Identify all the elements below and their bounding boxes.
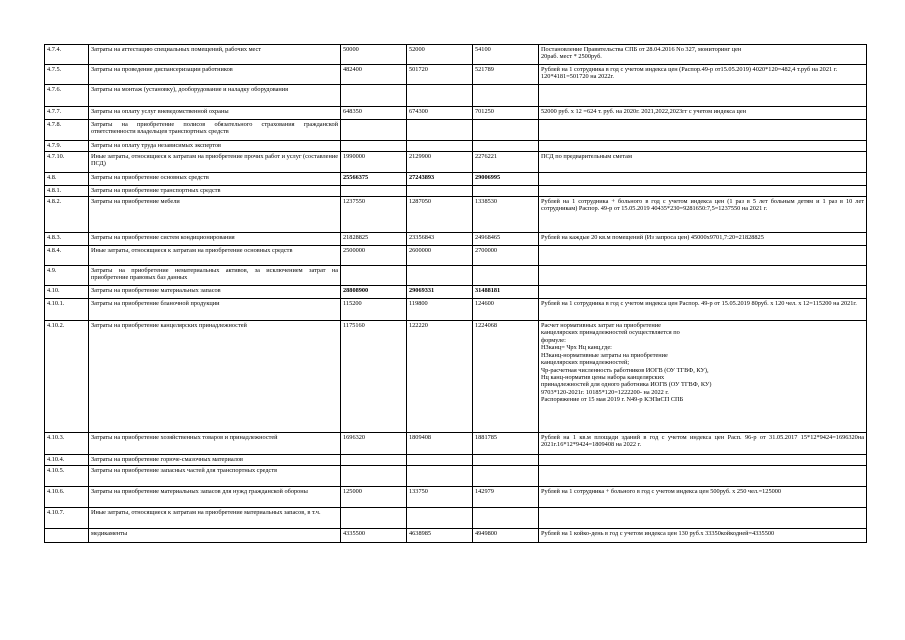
table-row	[45, 197, 867, 233]
row-value-2023: 1338530	[473, 197, 539, 233]
row-name: Затраты на приобретение запасных частей для транспортных средств	[89, 466, 341, 487]
row-value-2021	[341, 120, 407, 141]
row-value-2021: 1696320	[341, 433, 407, 455]
table-row	[45, 233, 867, 246]
row-value-2021: 1990000	[341, 152, 407, 173]
row-value-2021: 648350	[341, 107, 407, 120]
row-note	[539, 173, 867, 186]
row-value-2023	[473, 508, 539, 529]
row-note	[539, 455, 867, 466]
table-row	[45, 120, 867, 141]
row-value-2021: 115200	[341, 299, 407, 321]
row-note	[539, 286, 867, 299]
row-code: 4.7.6.	[45, 85, 89, 107]
row-note: Рублей на 1 сотрудника в год с учетом индекса цен Распор. 49-р от 15.05.2019 80руб. х 120 чел. х 12=115200 на 2021г.	[539, 299, 867, 321]
row-name: Затраты на приобретение систем кондиционирования	[89, 233, 341, 246]
row-name: Иные затраты, относящиеся к затратам на приобретение основных средств	[89, 246, 341, 266]
row-value-2022: 133750	[407, 487, 473, 508]
row-name: Затраты на монтаж (установку), дооборудование и наладку оборудования	[89, 85, 341, 107]
table-row	[45, 508, 867, 529]
cost-table	[44, 44, 867, 543]
row-value-2021: 125000	[341, 487, 407, 508]
row-code: 4.7.5.	[45, 65, 89, 85]
table-row	[45, 65, 867, 85]
table-row	[45, 85, 867, 107]
table-row	[45, 466, 867, 487]
table-row	[45, 152, 867, 173]
row-value-2021: 4335500	[341, 529, 407, 543]
row-value-2021	[341, 266, 407, 286]
row-value-2023: 1224068	[473, 321, 539, 433]
row-note: Рублей на каждые 20 кв.м помещений (Из запроса цен) 45000х9701,7:20=21828825	[539, 233, 867, 246]
row-value-2022: 23356843	[407, 233, 473, 246]
row-value-2021	[341, 141, 407, 152]
row-name: Затраты на приобретение материальных запасов для нужд гражданской обороны	[89, 487, 341, 508]
row-value-2022: 2600000	[407, 246, 473, 266]
row-value-2023	[473, 120, 539, 141]
row-value-2023	[473, 455, 539, 466]
row-name: Затраты на приобретение горюче-смазочных материалов	[89, 455, 341, 466]
row-code: 4.10.4.	[45, 455, 89, 466]
row-value-2023	[473, 266, 539, 286]
row-name: Затраты на приобретение полисов обязательного страхования гражданской ответственности владельцев транспортных средств	[89, 120, 341, 141]
table-row	[45, 107, 867, 120]
row-code: 4.8.2.	[45, 197, 89, 233]
row-note: Рублей на 1 кв.м площади зданий в год с учетом индекса цен Расп. 96-р от 31.05.2017 15*12*9424=1696320на 2021г.16*12*9424=1809408 на 2022 г.	[539, 433, 867, 455]
row-value-2022	[407, 186, 473, 197]
row-note: Рублей на 1 сотрудника + больного в год с учетом индекса цен 500руб. х 250 чел.=125000	[539, 487, 867, 508]
row-note: Рублей на 1 сотрудника + больного в год с учетом индекса цен (1 раз в 5 лет больным детям и 1 раз в 10 лет сотрудникам) Распор. 49-р от 15.05.2019 40435*230=9281650:7,5=1237550 на 2021 г.	[539, 197, 867, 233]
row-code: 4.10.6.	[45, 487, 89, 508]
table-row	[45, 186, 867, 197]
table-row	[45, 141, 867, 152]
row-value-2022: 29069331	[407, 286, 473, 299]
row-name: Иные затраты, относящиеся к затратам на приобретение материальных запасов, в т.ч.	[89, 508, 341, 529]
table-row	[45, 529, 867, 543]
row-note	[539, 508, 867, 529]
row-code: 4.8.3.	[45, 233, 89, 246]
row-value-2023: 29006995	[473, 173, 539, 186]
row-note	[539, 120, 867, 141]
row-code: 4.8.	[45, 173, 89, 186]
row-value-2022: 27243893	[407, 173, 473, 186]
row-value-2023: 2700000	[473, 246, 539, 266]
table-row	[45, 455, 867, 466]
row-value-2023: 124600	[473, 299, 539, 321]
row-value-2023: 54100	[473, 45, 539, 65]
table-row	[45, 321, 867, 433]
row-name: Затраты на приобретение мебели	[89, 197, 341, 233]
row-value-2022: 674300	[407, 107, 473, 120]
table-row	[45, 266, 867, 286]
table-row	[45, 286, 867, 299]
row-value-2021: 28808900	[341, 286, 407, 299]
row-name: медикаменты	[89, 529, 341, 543]
row-code: 4.10.	[45, 286, 89, 299]
row-note	[539, 266, 867, 286]
table-row	[45, 299, 867, 321]
row-value-2022: 1809408	[407, 433, 473, 455]
row-value-2021	[341, 85, 407, 107]
row-value-2022: 52000	[407, 45, 473, 65]
row-note	[539, 466, 867, 487]
row-code: 4.10.5.	[45, 466, 89, 487]
row-code: 4.9.	[45, 266, 89, 286]
row-name: Затраты на приобретение транспортных средств	[89, 186, 341, 197]
row-value-2021: 50000	[341, 45, 407, 65]
row-value-2021: 1175160	[341, 321, 407, 433]
row-value-2023	[473, 466, 539, 487]
row-code	[45, 529, 89, 543]
row-value-2021	[341, 186, 407, 197]
row-name: Затраты на оплату услуг вневедомственной охраны	[89, 107, 341, 120]
row-name: Затраты на оплату труда независимых экспертов	[89, 141, 341, 152]
row-value-2022: 122220	[407, 321, 473, 433]
row-name: Иные затраты, относящиеся к затратам на приобретение прочих работ и услуг (составление ПСД)	[89, 152, 341, 173]
row-value-2023	[473, 85, 539, 107]
row-note	[539, 85, 867, 107]
cost-table-body	[45, 45, 867, 543]
row-code: 4.8.4.	[45, 246, 89, 266]
row-note	[539, 186, 867, 197]
row-name: Затраты на приобретение хозяйственных товаров и принадлежностей	[89, 433, 341, 455]
row-value-2023	[473, 141, 539, 152]
row-value-2022: 1287050	[407, 197, 473, 233]
row-note: Рублей на 1 сотрудника в год с учетом индекса цен (Распор.49-р от15.05.2019) 4020*120=482,4 т.руб на 2021 г. 120*4181=501720 на 2022г.	[539, 65, 867, 85]
row-code: 4.7.4.	[45, 45, 89, 65]
row-code: 4.7.8.	[45, 120, 89, 141]
row-value-2022: 119800	[407, 299, 473, 321]
table-row	[45, 173, 867, 186]
row-value-2023: 31488181	[473, 286, 539, 299]
row-code: 4.8.1.	[45, 186, 89, 197]
row-value-2021: 2500000	[341, 246, 407, 266]
row-name: Затраты на проведение диспансеризации работников	[89, 65, 341, 85]
row-value-2021	[341, 455, 407, 466]
row-value-2023: 24968465	[473, 233, 539, 246]
row-value-2022	[407, 508, 473, 529]
row-name: Затраты на приобретение нематериальных активов, за исключением затрат на приобретение правовых баз данных	[89, 266, 341, 286]
row-value-2023: 142979	[473, 487, 539, 508]
row-value-2022: 501720	[407, 65, 473, 85]
row-value-2022: 4638985	[407, 529, 473, 543]
table-row	[45, 487, 867, 508]
row-value-2021	[341, 466, 407, 487]
row-code: 4.7.7.	[45, 107, 89, 120]
row-note	[539, 141, 867, 152]
row-code: 4.10.7.	[45, 508, 89, 529]
row-note: Рублей на 1 койко-день в год с учетом индекса цен 130 руб.х 33350койкодней=4335500	[539, 529, 867, 543]
row-value-2023: 2276221	[473, 152, 539, 173]
row-value-2021: 482400	[341, 65, 407, 85]
row-code: 4.10.2.	[45, 321, 89, 433]
row-note: Расчет нормативных затрат на приобретение канцелярских принадлежностей осуществляется по формуле: НЗканц= Чрх Нц канц,где: НЗканц-нормативные затраты на приобретение канцелярских принадлежностей; Чр-расчетная численность работников ИОГВ (ОУ ТГВФ, КУ), Нц канц-норматив цены набора канцелярских принадлежностей для одного работника ИОГВ (ОУ ТГВФ, КУ) 9703*120-2021г. 10185*120=1222200- на 2022 г. Распоряжение от 15 мая 2019 г. N49-р КЭПиСП СПБ	[539, 321, 867, 433]
row-code: 4.7.9.	[45, 141, 89, 152]
row-code: 4.10.1.	[45, 299, 89, 321]
row-value-2022	[407, 455, 473, 466]
row-value-2023: 1881785	[473, 433, 539, 455]
row-code: 4.10.3.	[45, 433, 89, 455]
row-note: Постановление Правительства СПБ от 28.04.2016 No 327, мониторинг цен 20раб. мест * 2500руб.	[539, 45, 867, 65]
row-value-2022	[407, 141, 473, 152]
row-name: Затраты на приобретение основных средств	[89, 173, 341, 186]
row-value-2023	[473, 186, 539, 197]
row-value-2021: 1237550	[341, 197, 407, 233]
row-value-2022	[407, 85, 473, 107]
row-note: 52000 руб. х 12 =624 т. руб. на 2020г. 2021,2022,2023гг с учетом индекса цен	[539, 107, 867, 120]
row-value-2022	[407, 266, 473, 286]
row-value-2023: 4949800	[473, 529, 539, 543]
row-name: Затраты на приобретение канцелярских принадлежностей	[89, 321, 341, 433]
row-value-2021: 21828825	[341, 233, 407, 246]
row-value-2022: 2129900	[407, 152, 473, 173]
row-note: ПСД по предварительным сметам	[539, 152, 867, 173]
row-value-2021	[341, 508, 407, 529]
table-row	[45, 45, 867, 65]
row-name: Затраты на приобретение бланочной продукции	[89, 299, 341, 321]
row-value-2023: 701250	[473, 107, 539, 120]
row-value-2022	[407, 466, 473, 487]
row-value-2023: 521789	[473, 65, 539, 85]
row-value-2021: 25566375	[341, 173, 407, 186]
table-row	[45, 433, 867, 455]
row-note	[539, 246, 867, 266]
row-value-2022	[407, 120, 473, 141]
row-code: 4.7.10.	[45, 152, 89, 173]
table-row	[45, 246, 867, 266]
row-name: Затраты на аттестацию специальных помещений, рабочих мест	[89, 45, 341, 65]
row-name: Затраты на приобретение материальных запасов	[89, 286, 341, 299]
